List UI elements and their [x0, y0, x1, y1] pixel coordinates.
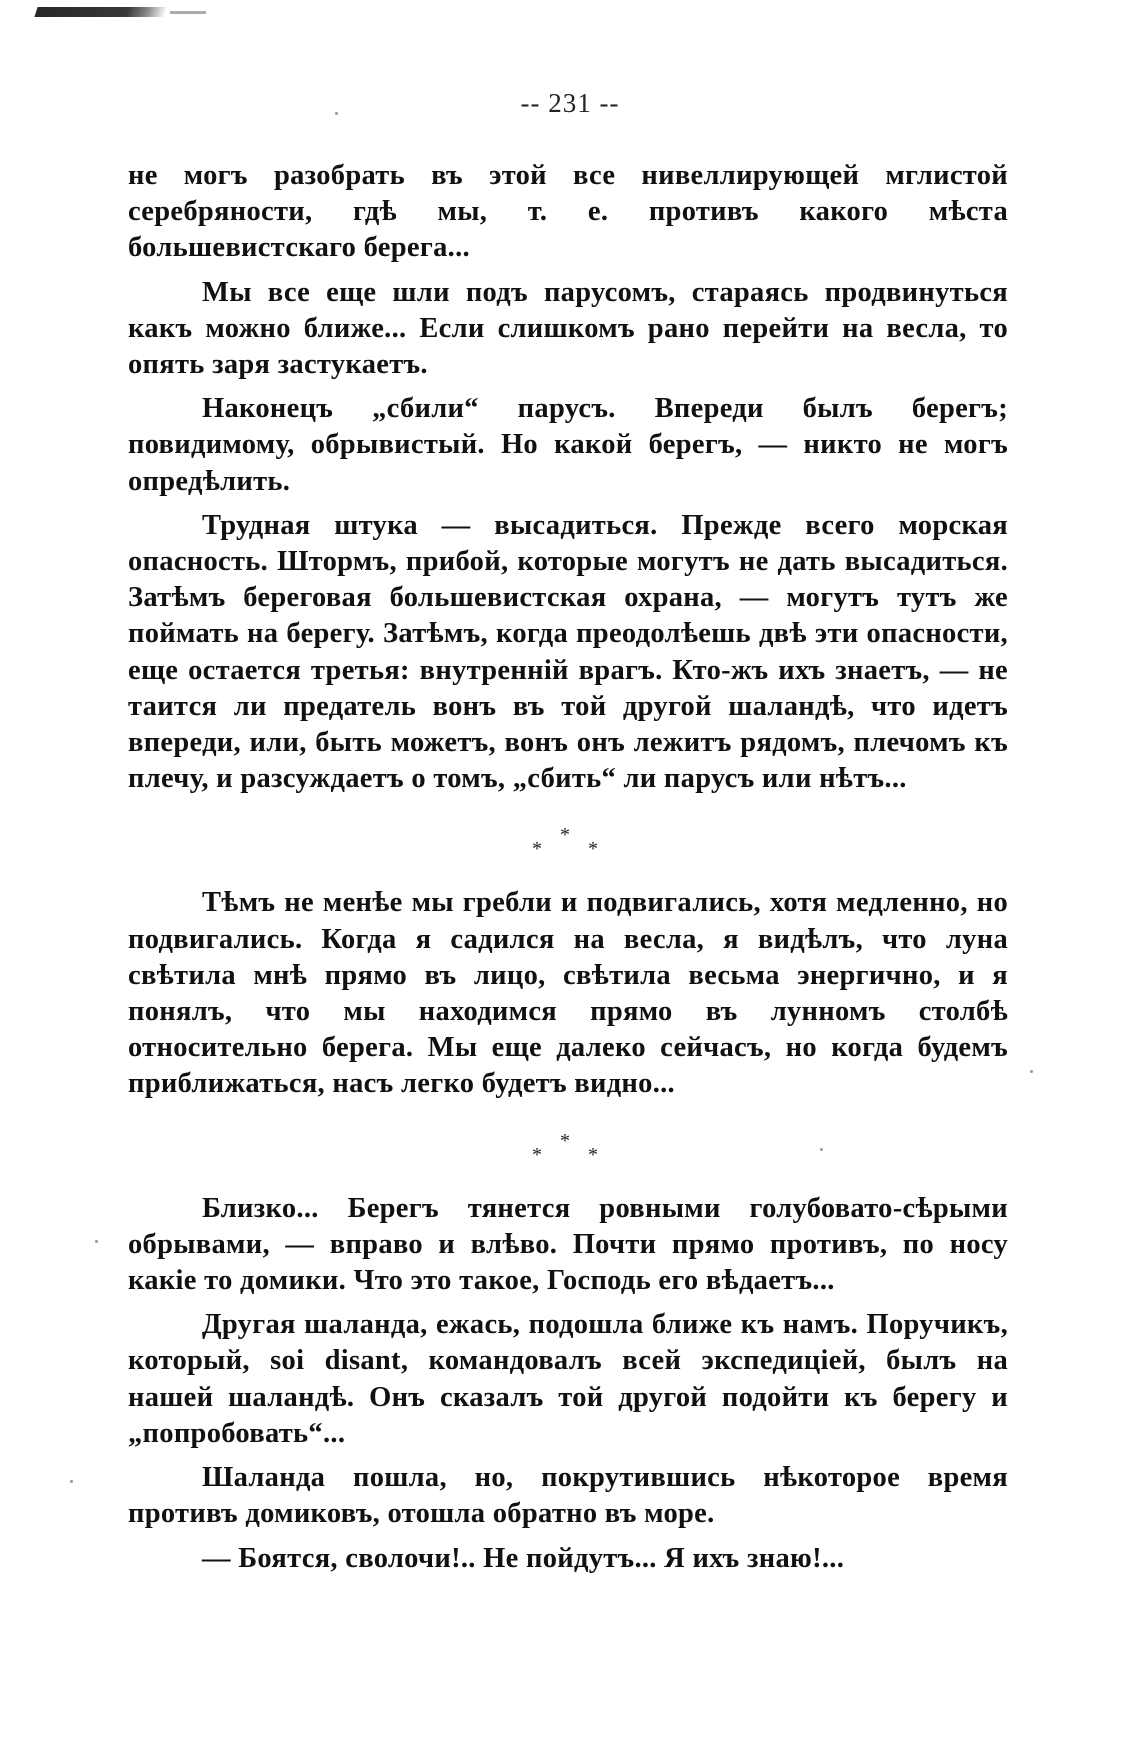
scan-speck: [820, 1148, 823, 1151]
paragraph: Близко... Берегъ тянется ровными голубовато-сѣрыми обрывами, — вправо и влѣво. Почти прямо противъ, по носу какіе то домики. Что это такое, Господь его вѣдаетъ...: [128, 1192, 1008, 1297]
paragraph: Наконецъ „сбили“ парусъ. Впереди былъ берегъ; повидимому, обрывистый. Но какой берегъ, — никто не могъ опредѣлить.: [128, 393, 1008, 497]
paragraph: Шаланда пошла, но, покрутившись нѣкоторое время противъ домиковъ, отошла обратно въ море.: [128, 1462, 1008, 1530]
scan-speck: [95, 1240, 98, 1243]
asterism-separator: [128, 797, 1008, 885]
scan-speck: [1030, 1070, 1033, 1073]
scan-artifact: [34, 7, 167, 17]
asterism-star: *: [588, 1143, 599, 1166]
paragraph: Тѣмъ не менѣе мы гребли и подвигались, хотя медленно, но подвигались. Когда я садился на весла, я видѣлъ, что луна свѣтила мнѣ прямо въ лицо, свѣтила весьма энергично, и я понялъ, что мы находимся прямо въ лунномъ столбѣ относительно берега. Мы еще далеко сейчасъ, но когда будемъ приближаться, насъ легко будетъ видно...: [128, 887, 1008, 1100]
page-number: -- 231 --: [520, 88, 620, 118]
asterism-star: *: [560, 1129, 571, 1152]
scan-speck: [335, 112, 338, 115]
paragraph: Мы все еще шли подъ парусомъ, стараясь продвинуться какъ можно ближе... Если слишкомъ рано перейти на весла, то опять заря застукаетъ.: [128, 276, 1008, 381]
asterism-star: *: [588, 838, 599, 861]
asterism-star: *: [532, 838, 543, 861]
asterism-separator: [128, 1103, 1008, 1191]
paragraph: Трудная штука — высадиться. Прежде всего морская опасность. Штормъ, прибой, которые могутъ не дать высадиться. Затѣмъ береговая большевистская охрана, — могутъ тутъ же поймать на берегу. Затѣмъ, когда преодолѣешь двѣ эти опасности, еще остается третья: внутренній врагъ. Кто-жъ ихъ знаетъ, — не таится ли предатель вонъ въ той другой шаландѣ, что идетъ впереди, или, быть можетъ, вонъ онъ лежитъ рядомъ, плечомъ къ плечу, и разсуждаетъ о томъ, „сбить“ ли парусъ или нѣтъ...: [128, 509, 1008, 795]
asterism-star: *: [532, 1143, 543, 1166]
asterism-star: *: [560, 824, 571, 847]
paragraph: — Боятся, сволочи!.. Не пойдутъ... Я ихъ знаю!...: [202, 1542, 845, 1574]
body-text: [128, 158, 1008, 1577]
scan-speck: [70, 1480, 73, 1483]
paragraph: не могъ разобрать въ этой все нивеллирующей мглистой серебряности, гдѣ мы, т. е. противъ какого мѣста большевистскаго берега...: [128, 160, 1008, 264]
scan-artifact-faint: [170, 11, 206, 14]
paragraph: Другая шаланда, ежась, подошла ближе къ намъ. Поручикъ, который, soi disant, командовалъ всей экспедиціей, былъ на нашей шаландѣ. Онъ сказалъ той другой подойти къ берегу и „попробовать“...: [128, 1309, 1008, 1449]
